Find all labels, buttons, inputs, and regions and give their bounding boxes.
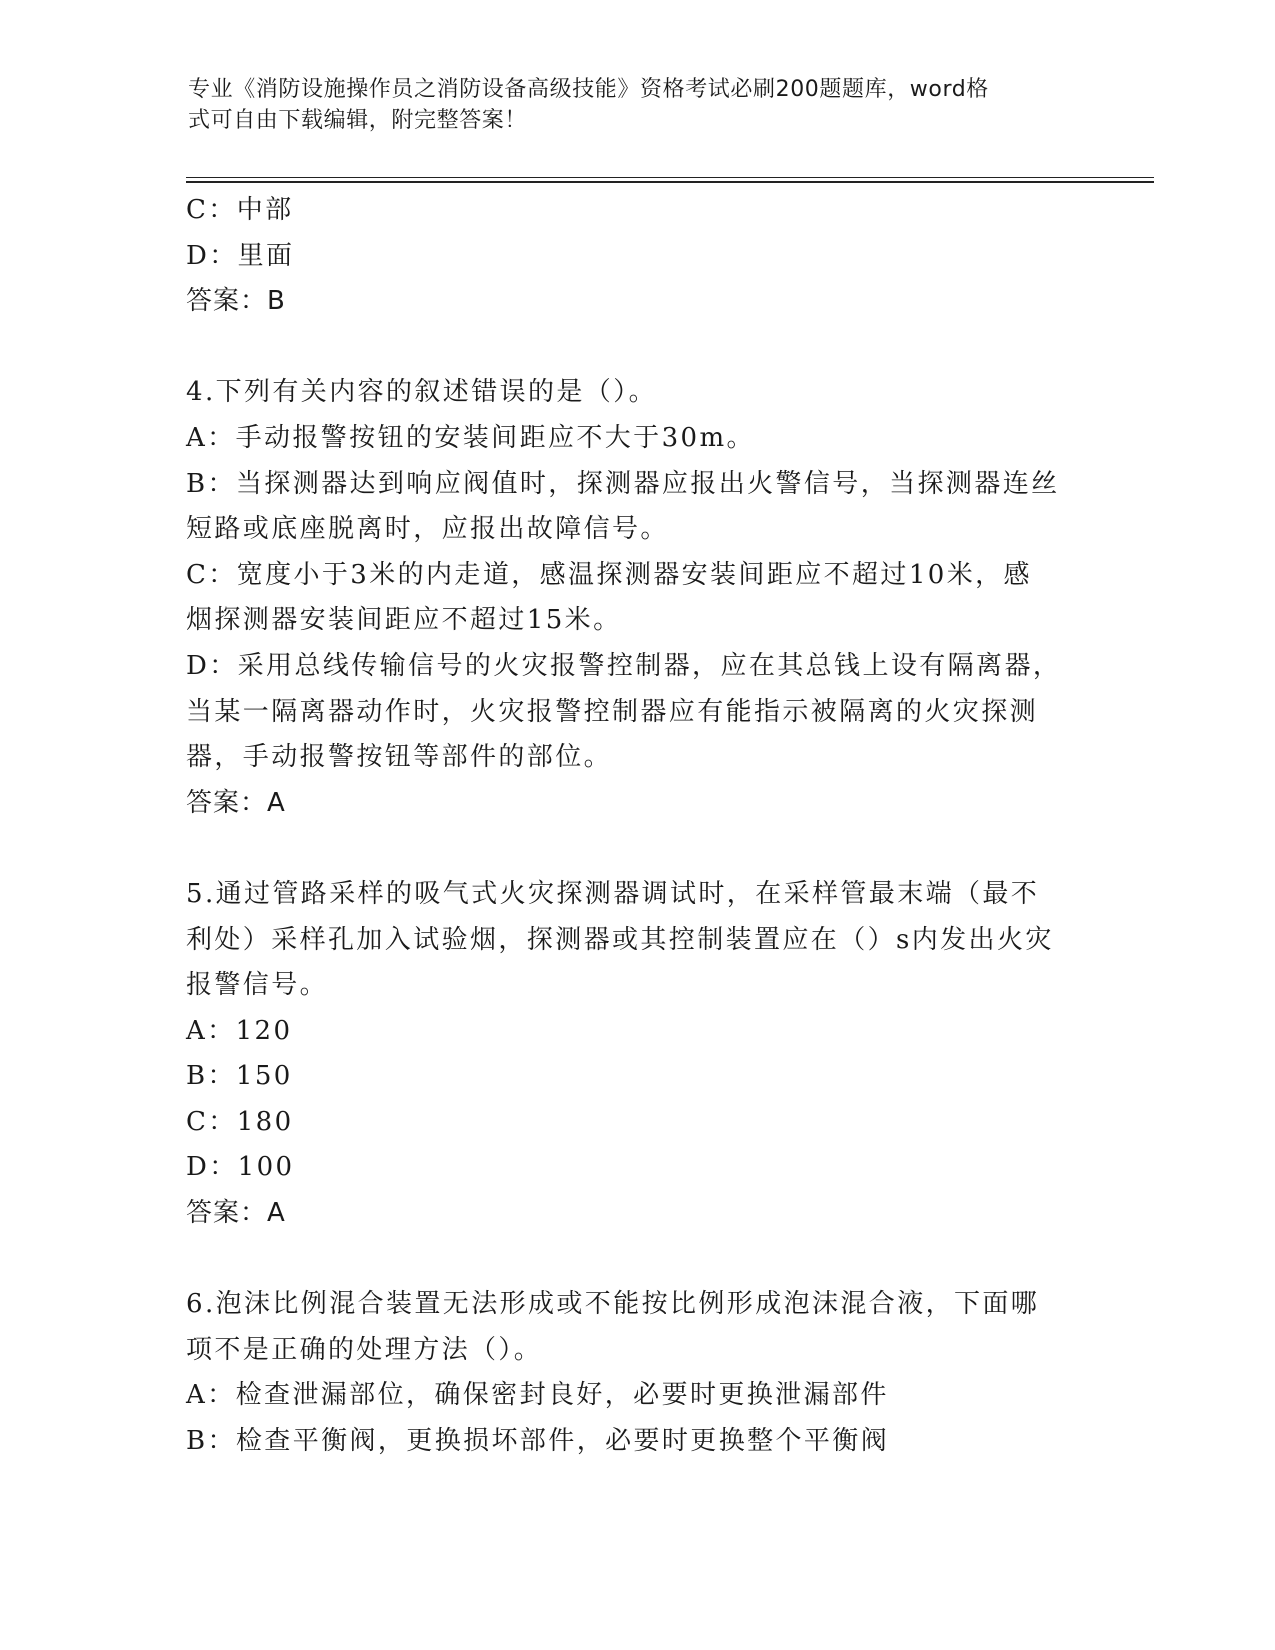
question-stem-continued: 项不是正确的处理方法（）。: [186, 1334, 543, 1365]
question-stem-continued: 报警信号。: [186, 970, 329, 1001]
option-b: B：150: [186, 1061, 293, 1092]
question-3-tail: [186, 188, 1086, 325]
option-d: D：采用总线传输信号的火灾报警控制器，应在其总钱上设有隔离器，: [186, 650, 1062, 681]
option-d: D：里面: [186, 240, 295, 271]
answer-line: 答案：A: [186, 1198, 286, 1229]
document-body: [186, 188, 1086, 1465]
option-a: A：120: [186, 1015, 293, 1046]
header-line-2: 式可自由下载编辑，附完整答案！: [188, 108, 528, 133]
answer-line: 答案：B: [186, 286, 286, 317]
header-line-1: 专业《消防设施操作员之消防设备高级技能》资格考试必刷200题题库，word格: [188, 77, 989, 102]
spacer: [186, 1237, 1086, 1283]
spacer: [186, 826, 1086, 872]
option-a: A：检查泄漏部位，确保密封良好，必要时更换泄漏部件: [186, 1380, 889, 1411]
question-stem-continued: 利处）采样孔加入试验烟，探测器或其控制装置应在（）s内发出火灾: [186, 924, 1054, 955]
option-a: A：手动报警按钮的安装间距应不大于30m。: [186, 422, 755, 453]
answer-line: 答案：A: [186, 787, 286, 818]
question-4: [186, 370, 1086, 826]
spacer: [186, 325, 1086, 371]
option-c: C：180: [186, 1106, 294, 1137]
question-5: [186, 872, 1086, 1237]
question-stem: 4.下列有关内容的叙述错误的是（）。: [186, 377, 658, 408]
option-d-continued: 当某一隔离器动作时，火灾报警控制器应有能指示被隔离的火灾探测: [186, 696, 1039, 727]
option-d-continued: 器，手动报警按钮等部件的部位。: [186, 742, 613, 773]
option-d: D：100: [186, 1152, 295, 1183]
option-c: C：中部: [186, 195, 294, 225]
header-divider-thick: [186, 181, 1154, 183]
option-b-continued: 短路或底座脱离时，应报出故障信号。: [186, 514, 669, 545]
option-b: B：当探测器达到响应阀值时，探测器应报出火警信号，当探测器连丝: [186, 468, 1060, 499]
question-stem: 5.通过管路采样的吸气式火灾探测器调试时，在采样管最末端（最不: [186, 878, 1040, 909]
option-b: B：检查平衡阀，更换损坏部件，必要时更换整个平衡阀: [186, 1426, 890, 1457]
option-c: C：宽度小于3米的内走道，感温探测器安装间距应不超过10米，感: [186, 559, 1032, 590]
header-divider-thin: [186, 177, 1154, 178]
page-header: [188, 74, 1068, 136]
option-c-continued: 烟探测器安装间距应不超过15米。: [186, 605, 622, 636]
question-6: [186, 1282, 1086, 1464]
question-stem: 6.泡沫比例混合装置无法形成或不能按比例形成泡沫混合液，下面哪: [186, 1289, 1040, 1320]
